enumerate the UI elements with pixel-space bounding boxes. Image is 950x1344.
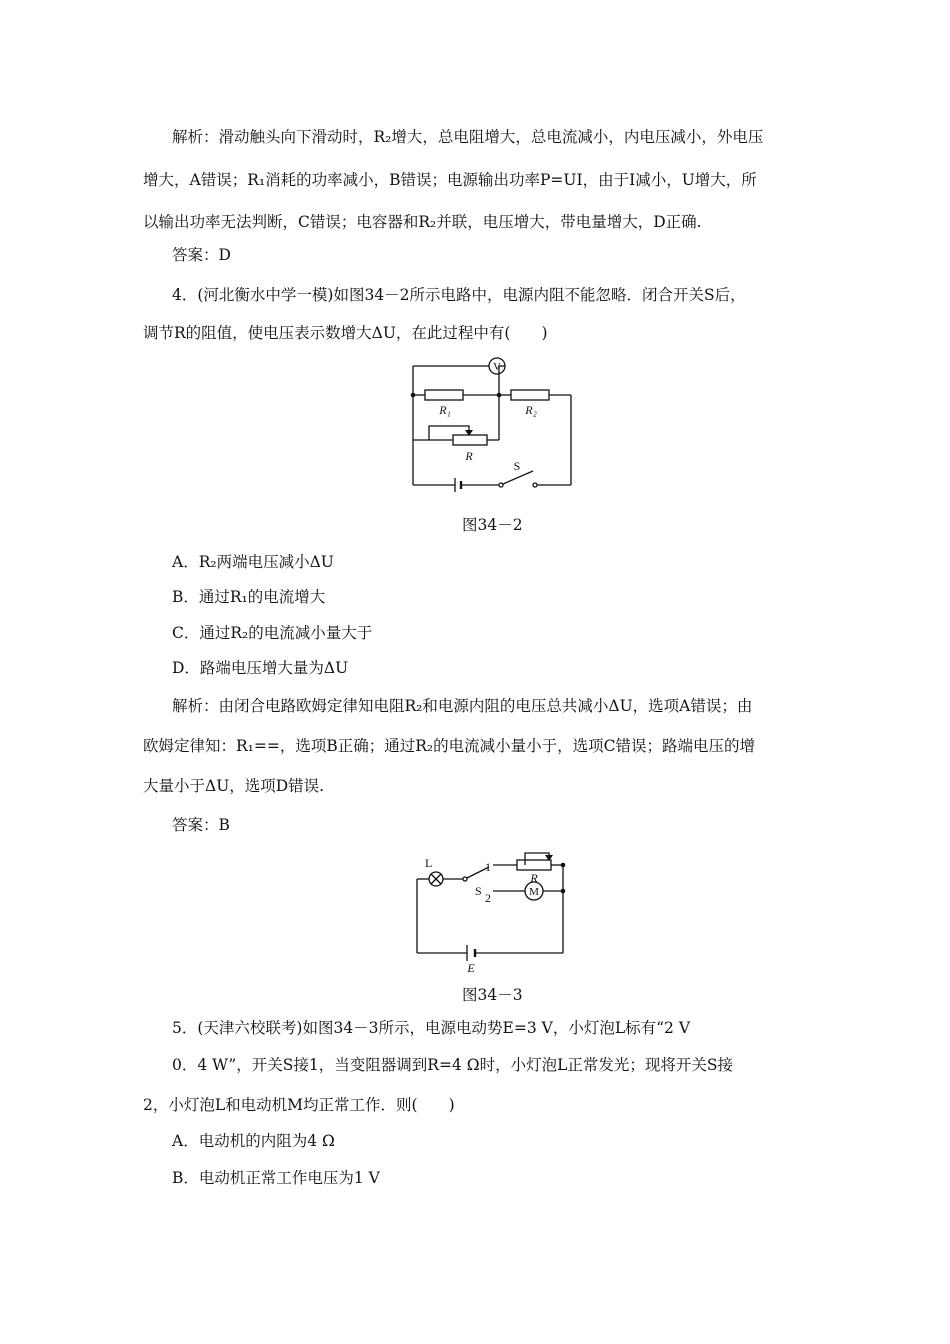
rheostat-resistor	[453, 435, 487, 445]
answer-line: 答案：D	[172, 246, 231, 264]
rheostat-label: R	[465, 449, 473, 463]
question-stem: 4．(河北衡水中学一模)如图34－2所示电路中，电源内阻不能忽略．闭合开关S后，	[172, 286, 746, 304]
question-stem: 调节R的阻值，使电压表示数增大ΔU，在此过程中有( )	[143, 324, 548, 342]
switch-label: S	[513, 459, 521, 473]
r1-resistor	[425, 390, 463, 400]
option-d: D．路端电压增大量为ΔU	[172, 659, 349, 677]
rheostat-resistor	[517, 860, 551, 870]
explanation-line: 以输出功率无法判断，C错误；电容器和R₂并联，电压增大，带电量增大，D正确.	[143, 213, 702, 231]
option-a: A．电动机的内阻为4 Ω	[172, 1132, 335, 1150]
option-b: B．通过R₁的电流增大	[172, 588, 326, 606]
question-stem: 0．4 W”，开关S接1，当变阻器调到R=4 Ω时，小灯泡L正常发光；现将开关S接	[172, 1056, 733, 1074]
lamp-label: L	[425, 856, 433, 870]
figure-caption: 图34－3	[462, 986, 523, 1004]
position-1-label: 1	[485, 860, 491, 874]
option-c: C．通过R₂的电流减小量大于	[172, 624, 373, 642]
explanation-line: 解析：滑动触头向下滑动时，R₂增大，总电阻增大，总电流减小，内电压减小，外电压	[172, 128, 764, 146]
r2-label: R₂	[525, 403, 537, 417]
rheostat-label: R	[530, 871, 538, 885]
question-stem: 2，小灯泡L和电动机M均正常工作．则( )	[143, 1096, 455, 1114]
switch-label: S	[475, 884, 482, 898]
circuit-diagram-34-3	[405, 845, 575, 975]
answer-line: 答案：B	[172, 816, 230, 834]
r2-resistor	[511, 390, 549, 400]
voltmeter-label: V	[493, 361, 501, 373]
explanation-line: 大量小于ΔU，选项D错误.	[143, 777, 325, 795]
explanation-line: 欧姆定律知：R₁==，选项B正确；通过R₂的电流减小量小于，选项C错误；路端电压的增	[143, 737, 755, 755]
option-a: A．R₂两端电压减小ΔU	[172, 553, 334, 571]
figure-caption: 图34－2	[462, 516, 523, 534]
position-2-label: 2	[485, 891, 491, 905]
motor-label: M	[529, 886, 539, 898]
source-label: E	[467, 961, 475, 975]
explanation-line: 增大，A错误；R₁消耗的功率减小，B错误；电源输出功率P=UI，由于I减小，U增大，所	[143, 171, 757, 189]
option-b: B．电动机正常工作电压为1 V	[172, 1169, 380, 1187]
figure-34-2-diagram	[405, 350, 585, 495]
r1-label: R₁	[439, 403, 451, 417]
question-stem: 5．(天津六校联考)如图34－3所示，电源电动势E=3 V，小灯泡L标有“2 V	[172, 1019, 691, 1037]
explanation-line: 解析：由闭合电路欧姆定律知电阻R₂和电源内阻的电压总共减小ΔU，选项A错误；由	[172, 697, 753, 715]
